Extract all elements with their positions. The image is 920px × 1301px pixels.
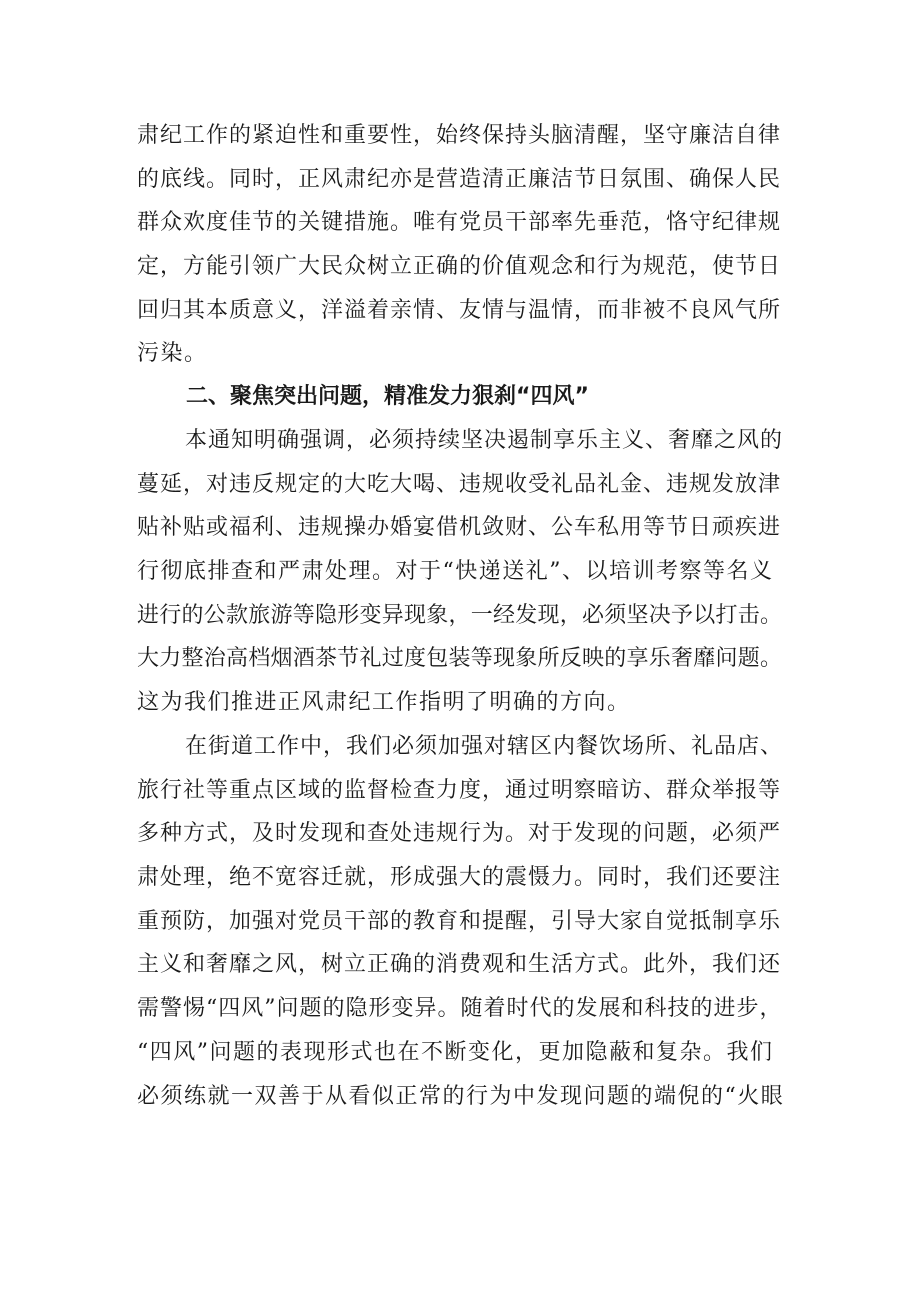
text-line: 大力整治高档烟酒茶节礼过度包装等现象所反映的享乐奢靡问题。	[137, 646, 783, 672]
text-line: 的底线。同时，正风肃纪亦是营造清正廉洁节日氛围、确保人民	[137, 166, 782, 192]
paragraph-notice	[137, 419, 787, 725]
text-line: 肃处理，绝不宽容迁就，形成强大的震慑力。同时，我们还要注	[137, 865, 782, 891]
text-line: 旅行社等重点区域的监督检查力度，通过明察暗访、群众举报等	[137, 777, 782, 803]
text-line: 贴补贴或福利、违规操办婚宴借机敛财、公车私用等节日顽疾进	[137, 515, 782, 541]
text-line: 污染。	[137, 341, 208, 367]
text-line: 在街道工作中，我们必须加强对辖区内餐饮场所、礼品店、	[185, 734, 784, 759]
text-line: 多种方式，及时发现和查处违规行为。对于发现的问题，必须严	[137, 821, 782, 847]
text-line: 肃纪工作的紧迫性和重要性，始终保持头脑清醒，坚守廉洁自律	[137, 123, 782, 148]
text-line: 定，方能引领广大民众树立正确的价值观念和行为规范，使节日	[137, 254, 782, 280]
paragraph-continuation	[137, 114, 787, 376]
text-line: 本通知明确强调，必须持续坚决遏制享乐主义、奢靡之风的	[185, 428, 784, 453]
text-line: 行彻底排查和严肃处理。对于“快递送礼”、以培训考察等名义	[137, 559, 774, 585]
text-line: 群众欢度佳节的关键措施。唯有党员干部率先垂范，恪守纪律规	[137, 210, 782, 236]
text-line: 主义和奢靡之风，树立正确的消费观和生活方式。此外，我们还	[137, 952, 782, 978]
text-line: 这为我们推进正风肃纪工作指明了明确的方向。	[137, 690, 631, 716]
text-line: 蔓延，对违反规定的大吃大喝、违规收受礼品礼金、违规发放津	[137, 471, 782, 497]
text-line: 需警惕“四风”问题的隐形变异。随着时代的发展和科技的进步，	[137, 996, 783, 1022]
text-line: 进行的公款旅游等隐形变异现象，一经发现，必须坚决予以打击。	[137, 602, 783, 628]
text-line: 必须练就一双善于从看似正常的行为中发现问题的端倪的“火眼	[137, 1083, 785, 1109]
text-line: 重预防，加强对党员干部的教育和提醒，引导大家自觉抵制享乐	[137, 908, 782, 934]
text-line: “四风”问题的表现形式也在不断变化，更加隐蔽和复杂。我们	[137, 1039, 774, 1065]
section-heading: 二、聚焦突出问题，精准发力狠刹“四风”	[186, 384, 589, 409]
text-line: 回归其本质意义，洋溢着亲情、友情与温情，而非被不良风气所	[137, 297, 782, 323]
paragraph-street-work	[137, 725, 787, 1118]
